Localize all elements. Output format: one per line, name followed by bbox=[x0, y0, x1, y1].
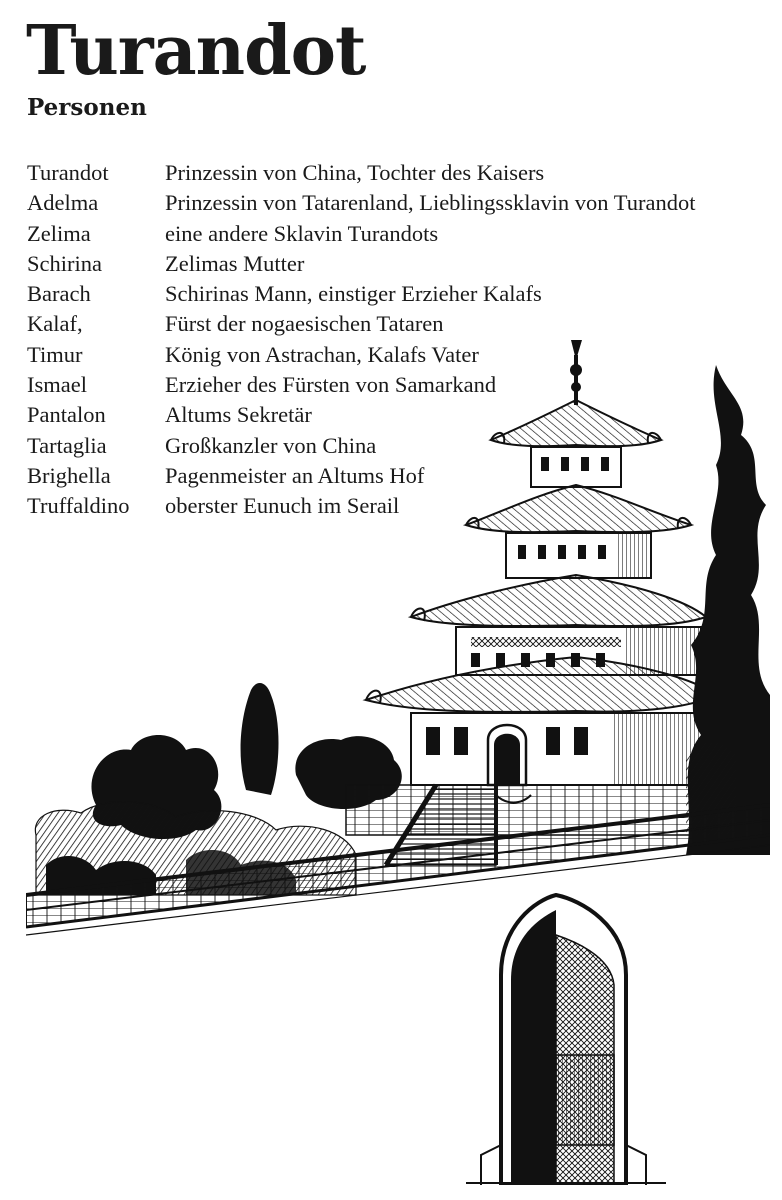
cast-name: Ismael bbox=[27, 372, 87, 398]
pagoda-illustration bbox=[26, 335, 770, 1185]
cast-role: König von Astrachan, Kalafs Vater bbox=[165, 341, 479, 367]
cast-name: Schirina bbox=[27, 250, 102, 276]
cast-name: Brighella bbox=[27, 462, 111, 488]
cast-row bbox=[27, 158, 767, 188]
gate bbox=[466, 895, 666, 1185]
cast-role: Prinzessin von China, Tochter des Kaisers bbox=[165, 160, 545, 185]
cast-role: Zelimas Mutter bbox=[165, 250, 305, 276]
cast-row bbox=[27, 279, 767, 309]
cast-role: Pagenmeister an Altums Hof bbox=[165, 462, 425, 488]
tree-right bbox=[686, 365, 770, 855]
cast-row bbox=[27, 249, 767, 279]
cast-name: Turandot bbox=[27, 160, 109, 185]
cast-role: Prinzessin von Tatarenland, Lieblingssklavin von Turandot bbox=[165, 190, 696, 216]
page-title: Turandot bbox=[26, 11, 366, 91]
cast-role: Altums Sekretär bbox=[165, 402, 312, 428]
cast-role: oberster Eunuch im Serail bbox=[165, 493, 400, 519]
page-subtitle: Personen bbox=[27, 94, 147, 121]
cast-role: Schirinas Mann, einstiger Erzieher Kalafs bbox=[165, 281, 542, 307]
cast-name: Truffaldino bbox=[27, 493, 130, 519]
cast-name: Barach bbox=[27, 281, 91, 307]
cast-name: Kalaf, bbox=[27, 311, 83, 337]
cast-name: Timur bbox=[27, 341, 83, 367]
cast-name: Adelma bbox=[27, 190, 99, 216]
cast-row bbox=[27, 219, 767, 249]
cast-role: Erzieher des Fürsten von Samarkand bbox=[165, 372, 497, 398]
cast-role: Fürst der nogaesischen Tataren bbox=[165, 311, 444, 337]
pagoda bbox=[366, 340, 716, 785]
cast-row bbox=[27, 188, 767, 218]
cast-name: Pantalon bbox=[27, 402, 106, 428]
cast-name: Zelima bbox=[27, 220, 91, 246]
cast-role: eine andere Sklavin Turandots bbox=[165, 220, 439, 246]
cast-name: Tartaglia bbox=[27, 432, 107, 458]
cast-role: Großkanzler von China bbox=[165, 432, 377, 458]
